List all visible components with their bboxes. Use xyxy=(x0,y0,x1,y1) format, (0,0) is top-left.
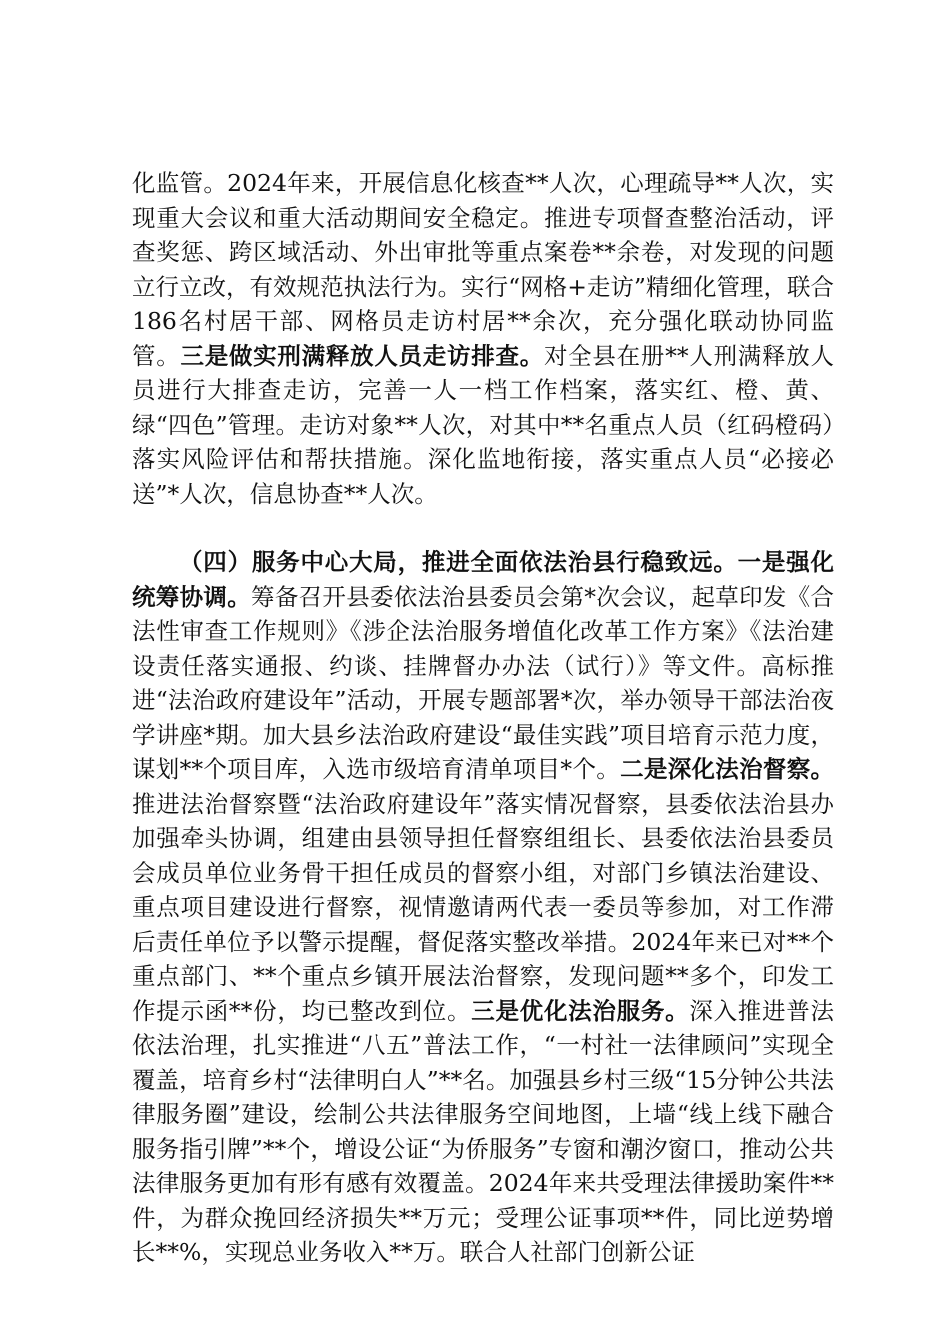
subheading-supervision: 二是深化法治督察。 xyxy=(620,755,835,783)
paragraph-text: 深入推进普法依法治理，扎实推进“八五”普法工作，“一村社一法律顾问”实现全覆盖，培育乡村“法律明白人”**名。加强县乡村三级“15分钟公共法律服务圈”建设，绘制公共法律服务空间地图，上墙“线上线下融合服务指引牌”**个，增设公证“为侨服务”专窗和潮汐窗口，推动公共法律服务更加有形有感有效覆盖。2024年来共受理法律援助案件**件，为群众挽回经济损失**万元；受理公证事项**件，同比逆势增长**%，实现总业务收入**万。联合人社部门创新公证 xyxy=(132,996,835,1266)
section-heading: （四）服务中心大局，推进全面依法治县行稳致远。一是强化统筹协调。 xyxy=(132,548,834,611)
document-page xyxy=(132,166,834,1270)
paragraph-text: 化监管。2024年来，开展信息化核查**人次，心理疏导**人次，实现重大会议和重大活动期间安全稳定。推进专项督查整治活动，评查奖惩、跨区域活动、外出审批等重点案卷**余卷，对发现的问题立行立改，有效规范执法行为。实行“网格+走访”精细化管理，联合186名村居干部、网格员走访村居**余次，充分强化联动协同监管。 xyxy=(132,169,834,370)
subheading-released-persons: 三是做实刑满释放人员走访排查。 xyxy=(180,341,544,370)
paragraph-section-four xyxy=(132,545,834,1270)
paragraph-supervision xyxy=(132,166,834,511)
subheading-legal-services: 三是优化法治服务。 xyxy=(471,996,690,1025)
paragraph-text: 筹备召开县委依法治县委员会第*次会议，起草印发《合法性审查工作规则》《涉企法治服务增值化改革工作方案》《法治建设责任落实通报、约谈、挂牌督办办法（试行）》等文件。高标推进“法治政府建设年”活动，开展专题部署*次，举办领导干部法治夜学讲座*期。加大县乡法治政府建设“最佳实践”项目培育示范力度，谋划**个项目库，入选市级培育清单项目*个。 xyxy=(132,582,835,783)
paragraph-text: 对全县在册**人刑满释放人员进行大排查走访，完善一人一档工作档案，落实红、橙、黄、绿“四色”管理。走访对象**人次，对其中**名重点人员（红码橙码）落实风险评估和帮扶措施。深化监地衔接，落实重点人员“必接必送”*人次，信息协查**人次。 xyxy=(132,341,835,508)
paragraph-text: 推进法治督察暨“法治政府建设年”落实情况督察，县委依法治县办加强牵头协调，组建由县领导担任督察组组长、县委依法治县委员会成员单位业务骨干担任成员的督察小组，对部门乡镇法治建设、重点项目建设进行督察，视情邀请两代表一委员等参加，对工作滞后责任单位予以警示提醒，督促落实整改举措。2024年来已对**个重点部门、**个重点乡镇开展法治督察，发现问题**多个，印发工作提示函**份，均已整改到位。 xyxy=(132,789,834,1025)
